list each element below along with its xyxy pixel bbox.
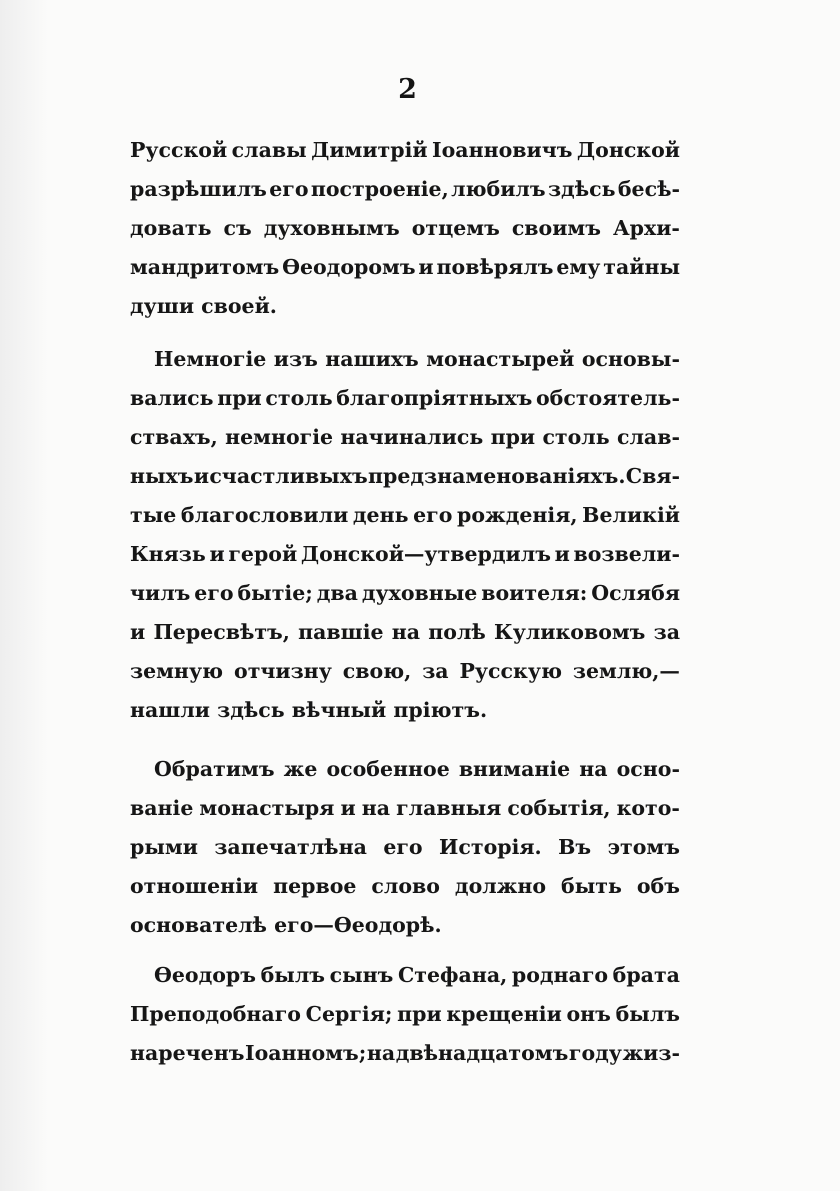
text-line: тые благословили день его рожденія, Великій bbox=[130, 503, 680, 527]
text-line: нареченъ Іоанномъ; на двѣнадцатомъ году жиз- bbox=[130, 1041, 680, 1065]
text-line: рыми запечатлѣна его Исторія. Въ этомъ bbox=[130, 835, 680, 859]
text-line: и Пересвѣтъ, павшіе на полѣ Куликовомъ за bbox=[130, 620, 680, 644]
page-edge-shadow bbox=[0, 0, 48, 1191]
text-line: Князь и герой Донской—утвердилъ и возвели- bbox=[130, 542, 680, 566]
text-line: ныхъ и счастливыхъ предзнаменованіяхъ. Свя- bbox=[130, 464, 680, 488]
text-line: довать съ духовнымъ отцемъ своимъ Архи- bbox=[130, 216, 680, 240]
page-number: 2 bbox=[398, 74, 417, 105]
text-line: нашли здѣсь вѣчный пріютъ. bbox=[130, 698, 488, 722]
text-line: ствахъ, немногіе начинались при столь слав- bbox=[130, 425, 680, 449]
text-line: вались при столь благопріятныхъ обстоятель- bbox=[130, 386, 680, 410]
text-line: Ѳеодоръ былъ сынъ Стефана, роднаго брата bbox=[154, 963, 680, 987]
text-line: отношеніи первое слово должно быть объ bbox=[130, 874, 680, 898]
text-line: земную отчизну свою, за Русскую землю,— bbox=[130, 659, 680, 683]
paragraph-2 bbox=[130, 340, 680, 730]
text-line: основателѣ его—Ѳеодорѣ. bbox=[130, 913, 442, 937]
paragraph-1 bbox=[130, 131, 680, 326]
text-line: ваніе монастыря и на главныя событія, кото- bbox=[130, 796, 680, 820]
text-line: Обратимъ же особенное вниманіе на осно- bbox=[154, 757, 680, 781]
text-line: души своей. bbox=[130, 294, 277, 318]
text-line: Русской славы Димитрій Іоанновичъ Донской bbox=[130, 138, 680, 162]
text-line: чилъ его бытіе; два духовные воителя: Ослябя bbox=[130, 581, 680, 605]
text-line: разрѣшилъ его построеніе, любилъ здѣсь бесѣ- bbox=[130, 177, 680, 201]
paragraph-4 bbox=[130, 956, 680, 1073]
text-line: Преподобнаго Сергія; при крещеніи онъ былъ bbox=[130, 1002, 680, 1026]
text-line: мандритомъ Ѳеодоромъ и повѣрялъ ему тайны bbox=[130, 255, 680, 279]
paragraph-3 bbox=[130, 750, 680, 945]
text-line: Немногіе изъ нашихъ монастырей основы- bbox=[154, 347, 680, 371]
